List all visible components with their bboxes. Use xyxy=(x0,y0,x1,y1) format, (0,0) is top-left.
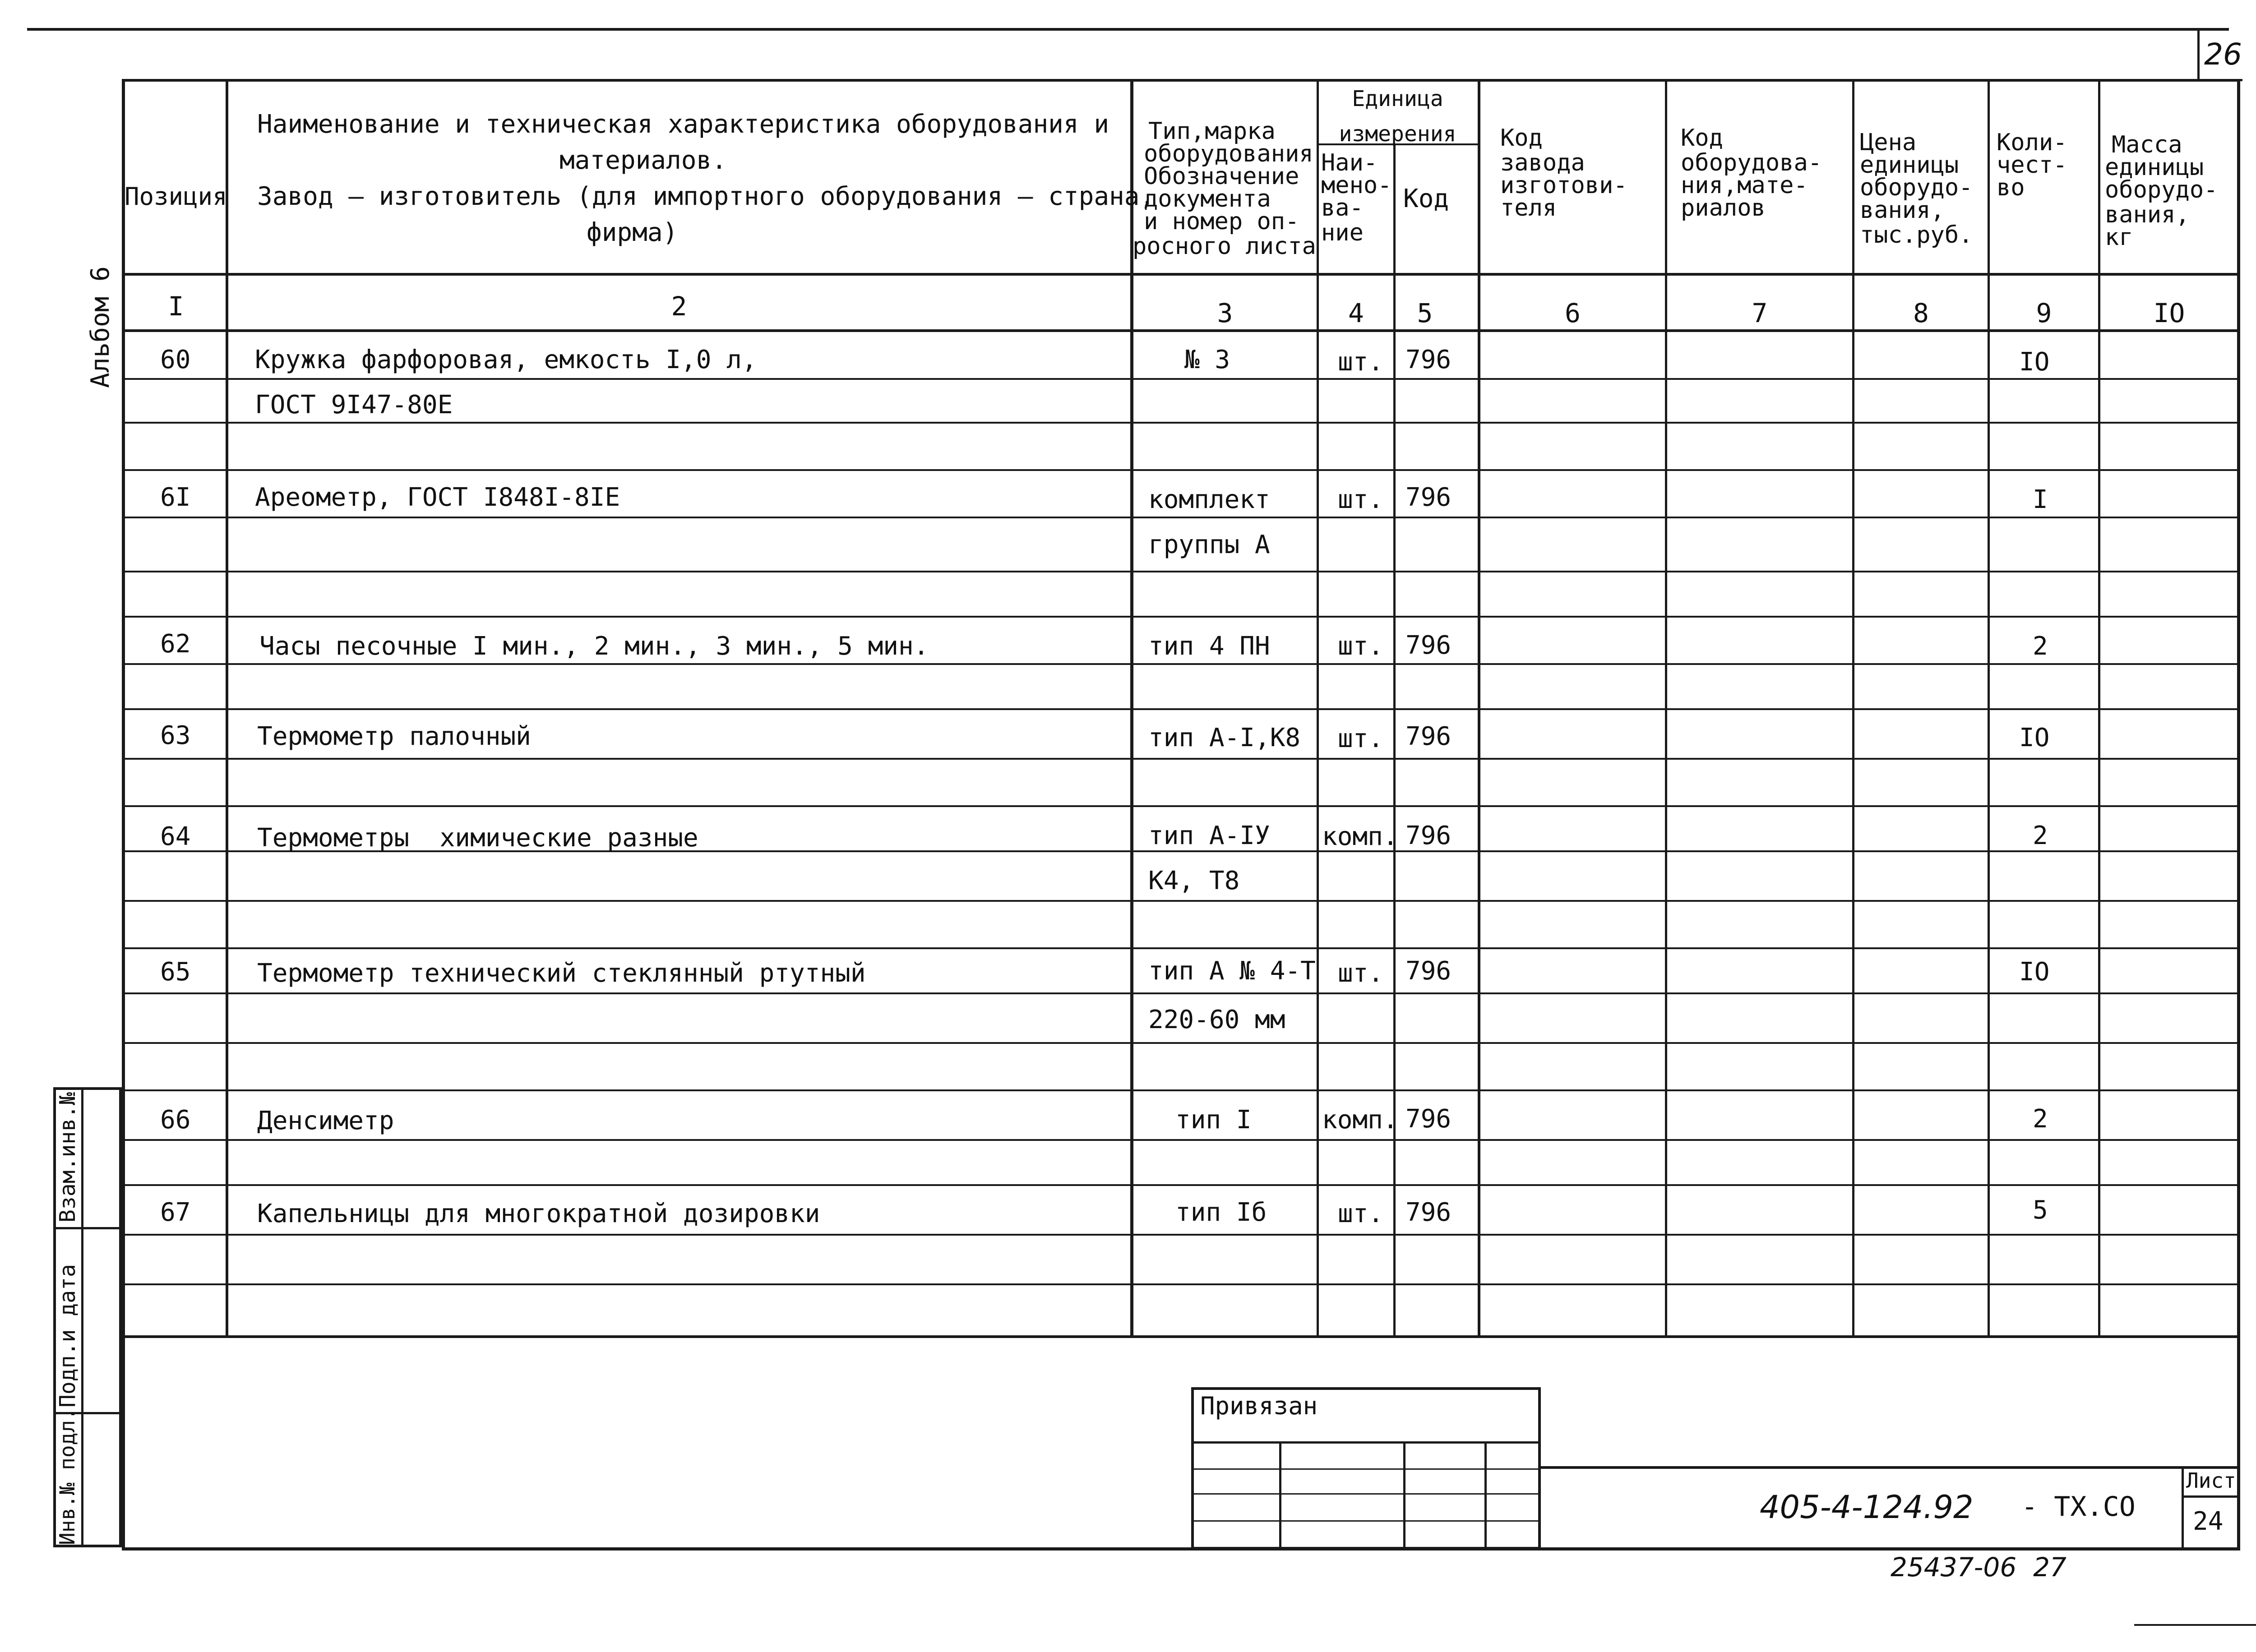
row-65-pos: 65 xyxy=(160,957,191,987)
stamp-col-2 xyxy=(1403,1441,1405,1550)
row-line xyxy=(122,758,2240,760)
header-name-line4: фирма) xyxy=(587,218,678,247)
left-strip-label-1: Инв.№ подл. xyxy=(55,1407,79,1545)
colnum-2: 2 xyxy=(671,291,687,322)
row-63-code: 796 xyxy=(1405,722,1452,751)
row-66-qty: 2 xyxy=(2033,1104,2048,1134)
header-plant-code-2: завода xyxy=(1500,149,1585,176)
row-60-pos: 60 xyxy=(160,345,191,374)
row-61-unit: шт. xyxy=(1338,485,1384,514)
title-block-top xyxy=(1539,1466,2240,1469)
table-bottom xyxy=(122,1335,2240,1338)
row-66-pos: 66 xyxy=(160,1105,191,1135)
header-name-line2: материалов. xyxy=(559,146,727,175)
header-unit-name-2: мено- xyxy=(1321,172,1392,199)
header-qty-3: во xyxy=(1997,174,2025,201)
row-65-name: Термометр технический стеклянный ртутный xyxy=(257,959,866,988)
colnum-6: 6 xyxy=(1565,298,1581,328)
header-type-4: документа xyxy=(1144,185,1271,212)
left-strip-divider-v xyxy=(81,1087,83,1547)
row-65-code: 796 xyxy=(1405,956,1452,986)
row-line xyxy=(122,663,2240,665)
stamp-line-1 xyxy=(1191,1441,1541,1444)
header-price-3: оборудо- xyxy=(1860,174,1973,201)
header-mass-1: Масса xyxy=(2112,131,2182,158)
row-60-code: 796 xyxy=(1405,345,1452,374)
colnum-5: 5 xyxy=(1417,298,1433,328)
row-63-pos: 63 xyxy=(160,721,191,750)
row-line xyxy=(122,1042,2240,1044)
header-type-2: оборудования xyxy=(1144,140,1313,167)
row-67-name: Капельницы для многократной дозировки xyxy=(257,1199,820,1228)
header-name-line1: Наименование и техническая характеристика оборудования и xyxy=(257,110,1110,139)
row-63-type: тип А-I,К8 xyxy=(1148,723,1301,752)
row-64-type: тип А-IУ xyxy=(1148,821,1270,850)
row-64-qty: 2 xyxy=(2033,821,2048,850)
left-strip-divider-1 xyxy=(53,1227,122,1229)
row-61-type-cont: группы А xyxy=(1148,530,1270,559)
colnum-bottom xyxy=(122,329,2240,332)
header-type-5: и номер оп- xyxy=(1144,208,1299,235)
header-unit-group: Единица измерения xyxy=(1339,86,1456,147)
row-line xyxy=(122,616,2240,618)
header-bottom xyxy=(122,273,2240,276)
header-qty-1: Коли- xyxy=(1997,129,2067,156)
colnum-7: 7 xyxy=(1752,298,1768,328)
bottom-archive-code: 25437-06 27 xyxy=(1891,1552,2066,1583)
left-strip-label-2: Подп.и дата xyxy=(55,1264,80,1407)
row-line xyxy=(122,1283,2240,1285)
row-66-code: 796 xyxy=(1405,1104,1452,1134)
row-67-code: 796 xyxy=(1405,1198,1452,1227)
row-67-pos: 67 xyxy=(160,1198,191,1227)
header-unit-name-4: ние xyxy=(1321,219,1364,246)
row-line xyxy=(122,992,2240,994)
top-rule xyxy=(27,28,2229,31)
row-64-type-cont: К4, Т8 xyxy=(1148,866,1240,895)
stamp-line-4 xyxy=(1191,1520,1541,1522)
row-62-type: тип 4 ПН xyxy=(1148,632,1270,661)
row-66-type: тип I xyxy=(1175,1105,1252,1135)
colnum-10: IO xyxy=(2153,298,2185,328)
document-number: 405-4-124.92 xyxy=(1760,1489,1974,1526)
header-mass-4: вания, xyxy=(2105,201,2190,228)
frame-bottom xyxy=(122,1547,2240,1550)
header-plant-code-1: Код xyxy=(1500,125,1543,152)
row-66-name: Денсиметр xyxy=(257,1106,394,1135)
header-price-4: вания, xyxy=(1860,197,1945,224)
header-price-1: Цена xyxy=(1860,129,1917,156)
corner-sheet-number: 26 xyxy=(2204,37,2242,72)
stamp-col-1 xyxy=(1279,1441,1281,1550)
row-line xyxy=(122,1139,2240,1141)
header-name-line3: Завод – изготовитель (для импортного оборудования – страна, xyxy=(257,182,1155,211)
row-67-type: тип Iб xyxy=(1175,1198,1267,1227)
header-mass-5: кг xyxy=(2105,224,2133,251)
row-62-unit: шт. xyxy=(1338,632,1384,661)
sheet-box-left xyxy=(2182,1466,2184,1547)
header-equip-code-3: ния,мате- xyxy=(1681,172,1808,199)
header-type-3: Обозначение xyxy=(1144,163,1299,190)
header-equip-code-4: риалов xyxy=(1681,194,1766,221)
header-plant-code-3: изготови- xyxy=(1500,172,1627,199)
row-64-unit: комп. xyxy=(1322,822,1398,851)
row-line xyxy=(122,469,2240,471)
row-65-type: тип А № 4-Т xyxy=(1148,956,1316,986)
row-64-code: 796 xyxy=(1405,821,1452,850)
left-strip-label-3: Взам.инв.№ xyxy=(55,1092,80,1223)
header-qty-2: чест- xyxy=(1997,152,2067,179)
colnum-8: 8 xyxy=(1913,298,1929,328)
header-price-2: единицы xyxy=(1860,152,1959,179)
row-60-type: № 3 xyxy=(1184,345,1230,374)
row-line xyxy=(122,805,2240,807)
sheet-number: 24 xyxy=(2193,1507,2224,1536)
header-plant-code-4: теля xyxy=(1500,194,1557,221)
row-line xyxy=(122,900,2240,902)
row-63-unit: шт. xyxy=(1338,724,1384,753)
row-line xyxy=(122,708,2240,710)
row-62-code: 796 xyxy=(1405,631,1452,660)
header-type-6: росного листа xyxy=(1133,233,1316,260)
document-suffix: - ТХ.СО xyxy=(2021,1491,2136,1523)
album-label: Альбом 6 xyxy=(86,266,115,388)
row-62-pos: 62 xyxy=(160,629,191,659)
row-60-qty: IO xyxy=(2019,347,2050,377)
row-line xyxy=(122,571,2240,572)
header-unit-code: Код xyxy=(1403,184,1449,213)
stamp-line-3 xyxy=(1191,1493,1541,1495)
sheet-box-mid xyxy=(2182,1495,2240,1498)
row-60-name-cont: ГОСТ 9I47-80Е xyxy=(255,390,453,420)
header-price-5: тыс.руб. xyxy=(1860,221,1973,249)
row-line xyxy=(122,378,2240,380)
sheet-label: Лист xyxy=(2186,1468,2236,1493)
header-equip-code-1: Код xyxy=(1681,125,1723,152)
row-67-qty: 5 xyxy=(2033,1195,2048,1225)
bottom-right-rule xyxy=(2134,1624,2256,1626)
header-type-1: Тип,марка xyxy=(1148,118,1276,145)
row-66-unit: комп. xyxy=(1322,1105,1398,1135)
header-position: Позиция xyxy=(125,182,227,211)
row-61-name: Ареометр, ГОСТ I848I-8IЕ xyxy=(255,483,620,512)
row-line xyxy=(122,517,2240,518)
header-equip-code-2: оборудова- xyxy=(1681,149,1822,176)
colnum-4: 4 xyxy=(1348,298,1364,328)
row-63-name: Термометр палочный xyxy=(257,722,531,751)
row-line xyxy=(122,947,2240,949)
colnum-9: 9 xyxy=(2036,298,2052,328)
row-line xyxy=(122,422,2240,424)
row-line xyxy=(122,1234,2240,1236)
row-62-qty: 2 xyxy=(2033,632,2048,661)
row-61-qty: I xyxy=(2033,485,2048,514)
row-61-pos: 6I xyxy=(160,483,191,512)
row-60-name: Кружка фарфоровая, емкость I,0 л, xyxy=(255,345,757,374)
row-65-unit: шт. xyxy=(1338,959,1384,988)
row-64-pos: 64 xyxy=(160,822,191,851)
stamp-col-3 xyxy=(1484,1441,1487,1550)
row-line xyxy=(122,1089,2240,1091)
row-line xyxy=(122,1184,2240,1186)
header-mass-2: единицы xyxy=(2105,154,2204,181)
row-63-qty: IO xyxy=(2019,723,2050,752)
stamp-line-2 xyxy=(1191,1468,1541,1470)
header-unit-name-1: Наи- xyxy=(1321,149,1378,176)
row-61-type: комплект xyxy=(1148,485,1270,514)
frame-top xyxy=(122,79,2240,82)
colnum-3: 3 xyxy=(1217,298,1233,328)
header-unit-name-3: ва- xyxy=(1321,194,1364,221)
frame-left xyxy=(122,79,125,1550)
attached-label: Привязан xyxy=(1200,1392,1318,1420)
row-64-name: Термометры химические разные xyxy=(257,823,698,853)
row-60-unit: шт. xyxy=(1338,347,1384,377)
row-61-code: 796 xyxy=(1405,483,1452,512)
row-65-qty: IO xyxy=(2019,957,2050,987)
row-62-name: Часы песочные I мин., 2 мин., 3 мин., 5 мин. xyxy=(259,632,929,661)
header-mass-3: оборудо- xyxy=(2105,176,2218,203)
row-67-unit: шт. xyxy=(1338,1199,1384,1228)
colnum-1: I xyxy=(168,291,184,322)
row-65-type-cont: 220-60 мм xyxy=(1148,1005,1285,1034)
